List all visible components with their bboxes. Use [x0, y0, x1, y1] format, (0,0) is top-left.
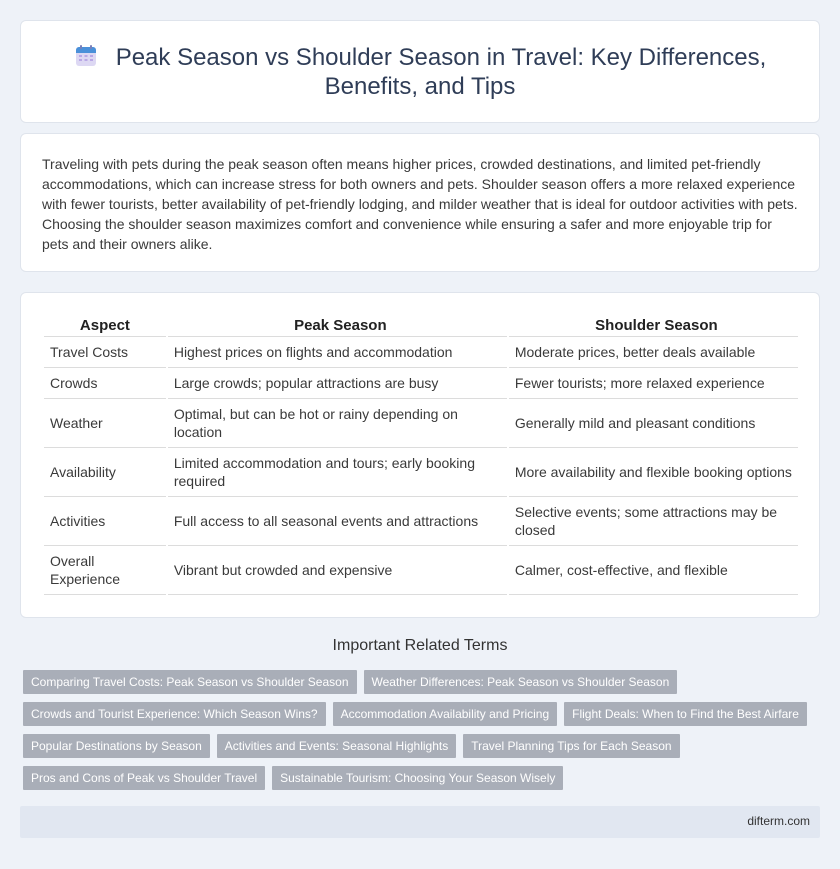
cell-shoulder: Generally mild and pleasant conditions: [509, 399, 798, 448]
related-term-tag[interactable]: Popular Destinations by Season: [23, 734, 210, 758]
related-term-tag[interactable]: Sustainable Tourism: Choosing Your Season Wisely: [272, 766, 563, 790]
table-row: [44, 399, 798, 448]
title-line-1: Peak Season vs Shoulder Season in Travel: Key Differences,: [115, 44, 767, 71]
table-row: [44, 546, 798, 595]
cell-aspect: Weather: [44, 399, 166, 448]
cell-shoulder: More availability and flexible booking options: [509, 448, 798, 497]
cell-peak: Limited accommodation and tours; early booking required: [168, 448, 507, 497]
related-terms-title: Important Related Terms: [332, 637, 508, 654]
related-term-tag[interactable]: Comparing Travel Costs: Peak Season vs Shoulder Season: [23, 670, 357, 694]
footer-site-link[interactable]: difterm.com: [747, 814, 810, 828]
cell-peak: Vibrant but crowded and expensive: [168, 546, 507, 595]
cell-shoulder: Selective events; some attractions may be closed: [509, 497, 798, 546]
table-row: [44, 337, 798, 368]
related-terms-list: [23, 670, 823, 798]
cell-shoulder: Fewer tourists; more relaxed experience: [509, 368, 798, 399]
cell-aspect: Travel Costs: [44, 337, 166, 368]
cell-shoulder: Moderate prices, better deals available: [509, 337, 798, 368]
related-term-tag[interactable]: Travel Planning Tips for Each Season: [463, 734, 679, 758]
page-title: [21, 43, 819, 101]
related-term-tag[interactable]: Weather Differences: Peak Season vs Shoulder Season: [364, 670, 678, 694]
table-header-row: [44, 311, 798, 337]
cell-peak: Highest prices on flights and accommodation: [168, 337, 507, 368]
title-card: [20, 20, 820, 123]
intro-card: [20, 133, 820, 272]
header-aspect: Aspect: [44, 311, 166, 337]
intro-paragraph: Traveling with pets during the peak season often means higher prices, crowded destinations, and limited pet-friendly accommodations, which can increase stress for both owners and pets. Shoulder season offers a more relaxed experience with fewer tourists, better availability of pet-friendly lodging, and milder weather that is ideal for outdoor activities with pets. Choosing the shoulder season maximizes comfort and convenience while ensuring a safer and more enjoyable trip for pets and their owners alike.: [42, 156, 798, 252]
cell-peak: Large crowds; popular attractions are busy: [168, 368, 507, 399]
comparison-table-card: [20, 292, 820, 618]
title-line-2: Benefits, and Tips: [324, 73, 516, 100]
cell-aspect: Availability: [44, 448, 166, 497]
cell-aspect: Activities: [44, 497, 166, 546]
comparison-table: [42, 311, 800, 595]
header-peak-season: Peak Season: [168, 311, 507, 337]
cell-peak: Optimal, but can be hot or rainy depending on location: [168, 399, 507, 448]
related-term-tag[interactable]: Pros and Cons of Peak vs Shoulder Travel: [23, 766, 265, 790]
related-term-tag[interactable]: Crowds and Tourist Experience: Which Season Wins?: [23, 702, 326, 726]
calendar-icon: [74, 44, 98, 68]
cell-shoulder: Calmer, cost-effective, and flexible: [509, 546, 798, 595]
related-term-tag[interactable]: Accommodation Availability and Pricing: [333, 702, 558, 726]
cell-peak: Full access to all seasonal events and attractions: [168, 497, 507, 546]
header-shoulder-season: Shoulder Season: [509, 311, 798, 337]
cell-aspect: Crowds: [44, 368, 166, 399]
footer: [20, 806, 820, 838]
table-row: [44, 368, 798, 399]
cell-aspect: Overall Experience: [44, 546, 166, 595]
related-term-tag[interactable]: Activities and Events: Seasonal Highlights: [217, 734, 456, 758]
related-term-tag[interactable]: Flight Deals: When to Find the Best Airfare: [564, 702, 807, 726]
table-row: [44, 448, 798, 497]
table-row: [44, 497, 798, 546]
